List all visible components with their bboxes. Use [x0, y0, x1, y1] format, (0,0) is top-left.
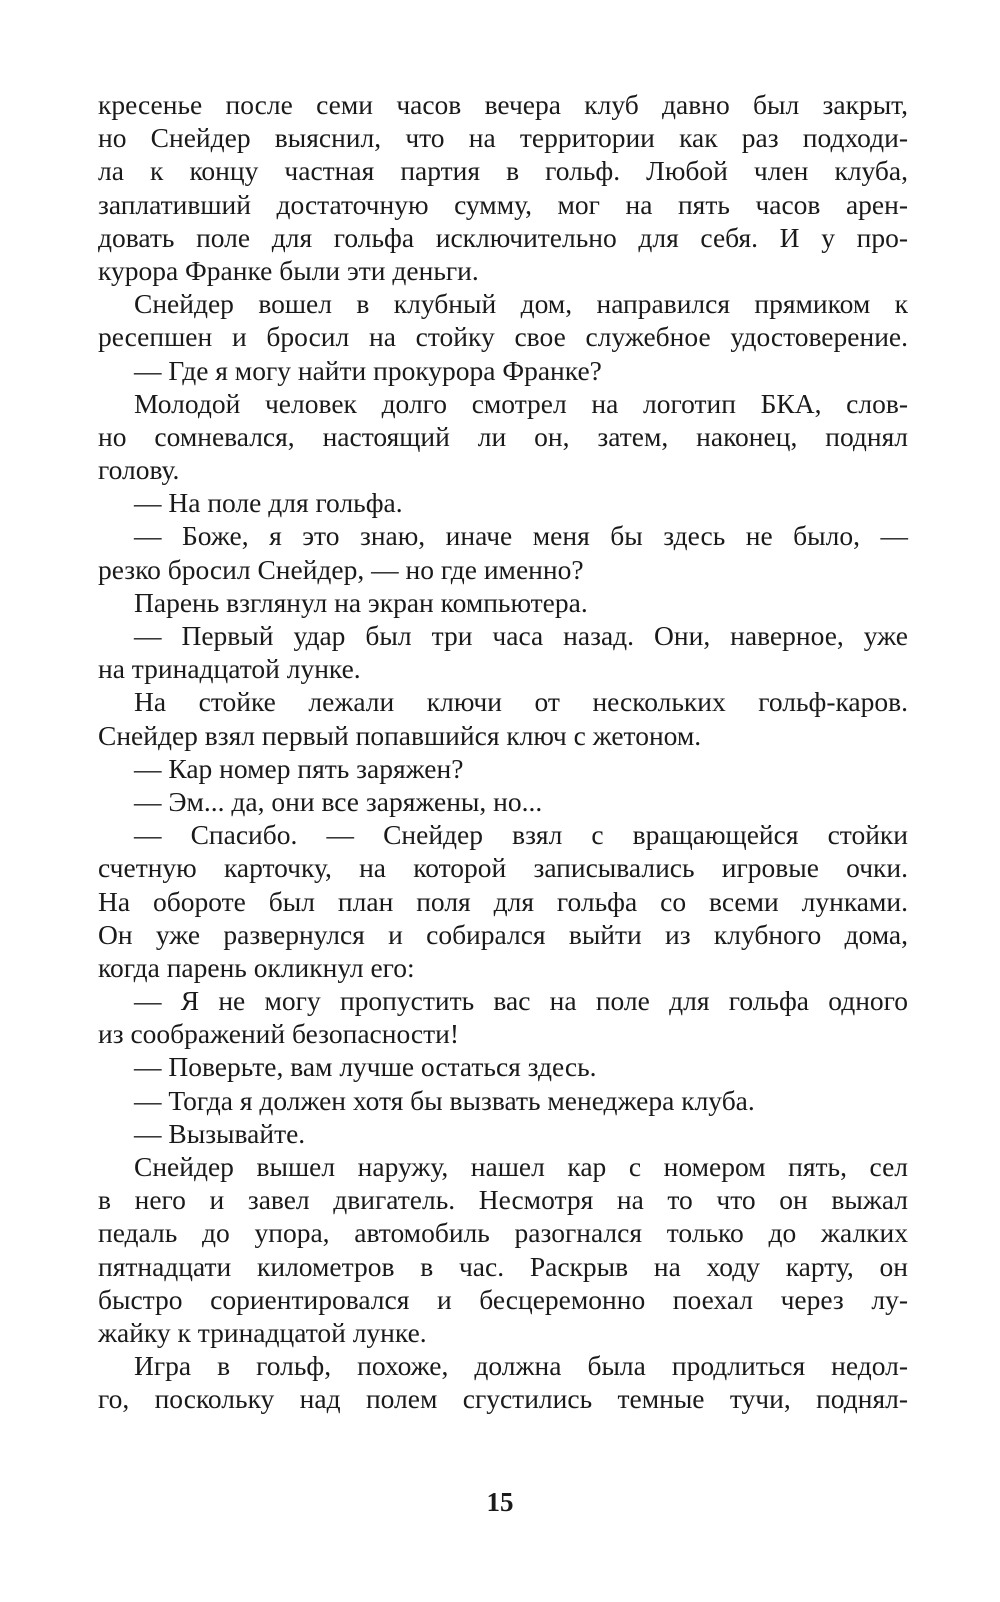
text-line: жайку к тринадцатой лунке.	[98, 1316, 427, 1348]
text-line: кресенье после семи часов вечера клуб давно был закрыт,	[98, 89, 908, 120]
text-line: — Где я могу найти прокурора Франке?	[134, 354, 602, 386]
text-line: курора Франке были эти деньги.	[98, 254, 479, 286]
text-line: но Снейдер выяснил, что на территории как раз подходи-	[98, 122, 908, 154]
text-line: когда парень окликнул его:	[98, 951, 415, 983]
body-text	[98, 88, 908, 1416]
text-line: но сомневался, настоящий ли он, затем, наконец, поднял	[98, 420, 908, 452]
text-line: — Первый удар был три часа назад. Они, наверное, уже	[134, 620, 908, 651]
page-number: 15	[486, 1487, 514, 1517]
text-line: — Поверьте, вам лучше остаться здесь.	[134, 1051, 597, 1083]
text-line: На стойке лежали ключи от нескольких гольф-каров.	[134, 686, 908, 718]
text-line: довать поле для гольфа исключительно для себя. И у про-	[98, 221, 908, 253]
text-line: Игра в гольф, похоже, должна была продлиться недол-	[134, 1350, 908, 1382]
text-line: — На поле для гольфа.	[134, 487, 403, 519]
text-line: — Спасибо. — Снейдер взял с вращающейся стойки	[134, 819, 908, 851]
text-line: — Боже, я это знаю, иначе меня бы здесь не было, —	[134, 520, 908, 552]
text-line: — Кар номер пять заряжен?	[134, 752, 464, 784]
text-line: голову.	[98, 454, 180, 486]
text-line: Парень взглянул на экран компьютера.	[134, 586, 588, 618]
text-line: педаль до упора, автомобиль разогнался только до жалких	[98, 1217, 908, 1249]
text-line: Снейдер вошел в клубный дом, направился прямиком к	[134, 288, 908, 320]
text-line: На обороте был план поля для гольфа со всеми лунками.	[98, 885, 908, 917]
text-line: заплативший достаточную сумму, мог на пять часов арен-	[98, 188, 908, 220]
text-line: на тринадцатой лунке.	[98, 653, 361, 685]
text-line: Он уже развернулся и собирался выйти из клубного дома,	[98, 918, 908, 950]
text-line: Снейдер вышел наружу, нашел кар с номером пять, сел	[134, 1151, 908, 1182]
text-line: — Тогда я должен хотя бы вызвать менеджера клуба.	[134, 1084, 755, 1116]
text-line: Снейдер взял первый попавшийся ключ с жетоном.	[98, 719, 702, 751]
text-line: ла к концу частная партия в гольф. Любой член клуба,	[98, 155, 908, 187]
text-line: — Вызывайте.	[134, 1117, 306, 1149]
text-line: в него и завел двигатель. Несмотря на то что он выжал	[98, 1184, 908, 1216]
text-line: ресепшен и бросил на стойку свое служебное удостоверение.	[98, 321, 908, 353]
text-line: из соображений безопасности!	[98, 1018, 459, 1050]
text-line: го, поскольку над полем сгустились темные тучи, поднял-	[98, 1383, 908, 1415]
text-line: резко бросил Снейдер, — но где именно?	[98, 553, 584, 585]
text-line: Молодой человек долго смотрел на логотип БКА, слов-	[134, 387, 908, 419]
text-line: быстро сориентировался и бесцеремонно поехал через лу-	[98, 1283, 908, 1315]
text-line: — Эм... да, они все заряжены, но...	[134, 785, 543, 817]
text-line: счетную карточку, на которой записывались игровые очки.	[98, 852, 908, 884]
text-line: пятнадцати километров в час. Раскрыв на ходу карту, он	[98, 1250, 908, 1282]
text-line: — Я не могу пропустить вас на поле для гольфа одного	[134, 985, 908, 1017]
